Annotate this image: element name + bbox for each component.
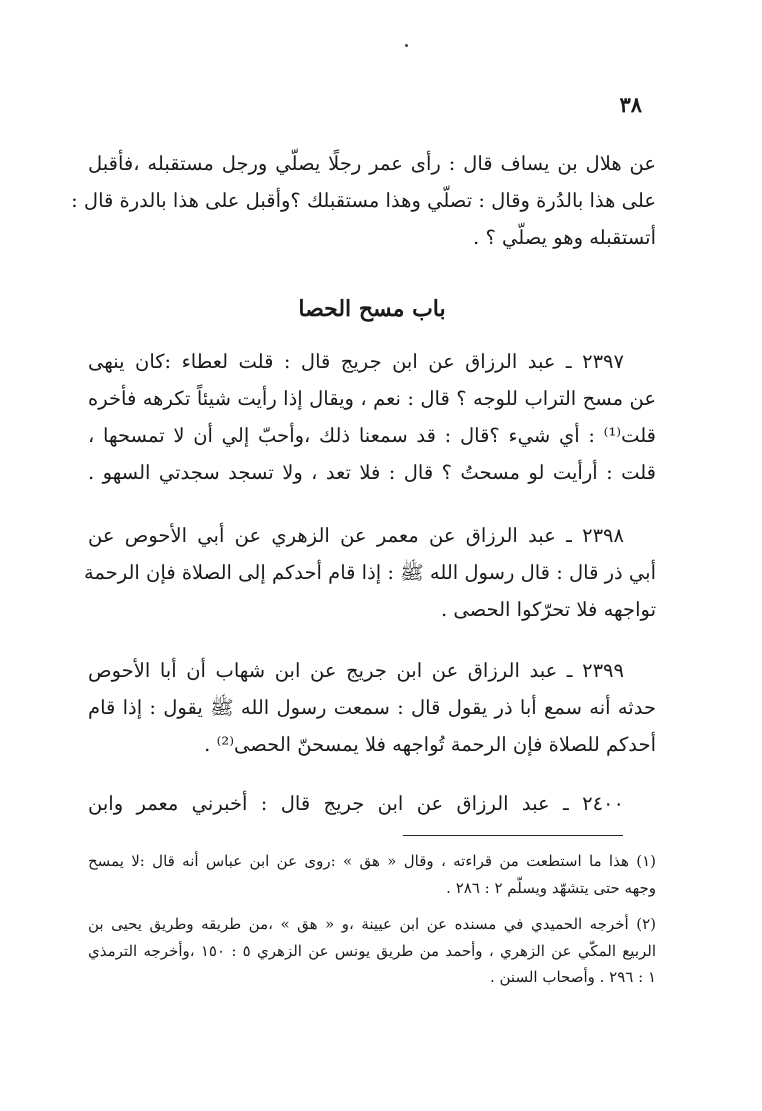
footnote-1 — [88, 848, 656, 901]
text-line: تواجهه فلا تحرّكوا الحصى . — [440, 598, 656, 621]
hadith-2398 — [83, 517, 656, 628]
text-line: أحدكم للصلاة فإن الرحمة تُواجهه فلا يمسحنّ الحصى⁽²⁾ . — [204, 733, 656, 756]
footnote-line: الربيع المكّي عن الزهري ، وأحمد من طريق يونس عن الزهري ٥ : ١٥٠ ،وأخرجه الترمذي — [88, 941, 657, 960]
intro-paragraph — [71, 145, 656, 256]
footnote-divider — [403, 835, 623, 836]
hadith-2397 — [88, 343, 656, 491]
text-line: عن مسح التراب للوجه ؟ قال : نعم ، ويقال إذا رأيت شيئاً تكرهه فأخره — [88, 387, 656, 410]
text-line: ٢٤٠٠ ـ عبد الرزاق عن ابن جريج قال : أخبرني معمر وابن — [88, 792, 624, 815]
text-line: عن هلال بن يساف قال : رأى عمر رجلًا يصلّي ورجل مستقبله ،فأقبل — [88, 152, 656, 175]
footnote-2 — [88, 911, 656, 991]
footnote-line: (١) هذا ما استطعت من قراءته ، وقال « هق » :روى عن ابن عباس أنه قال :لا يمسح — [88, 852, 656, 870]
text-line: حدثه أنه سمع أبا ذر يقول قال : سمعت رسول الله ﷺ يقول : إذا قام — [88, 696, 656, 719]
hadith-2399 — [88, 652, 656, 763]
footnote-line: (٢) أخرجه الحميدي في مسنده عن ابن عيينة ،و « هق » ،من طريقه وطريق يحيى بن — [88, 915, 656, 933]
footnote-line: ١ : ٢٩٦ . وأصحاب السنن . — [489, 968, 656, 986]
hadith-2400 — [88, 785, 656, 822]
chapter-heading: باب مسح الحصا — [298, 296, 446, 322]
text-line: أبي ذر قال : قال رسول الله ﷺ : إذا قام أحدكم إلى الصلاة فإن الرحمة — [83, 561, 656, 584]
text-line: ٢٣٩٩ ـ عبد الرزاق عن ابن جريج عن ابن شهاب أن أبا الأحوص — [88, 659, 624, 682]
print-speck — [405, 44, 408, 47]
text-line: أتستقبله وهو يصلّي ؟ . — [473, 226, 656, 249]
text-line: ٢٣٩٧ ـ عبد الرزاق عن ابن جريج قال : قلت لعطاء :كان ينهى — [88, 350, 624, 373]
footnote-line: وجهه حتى يتشهّد ويسلّم ٢ : ٢٨٦ . — [446, 878, 656, 897]
text-line: ٢٣٩٨ ـ عبد الرزاق عن معمر عن الزهري عن أبي الأحوص عن — [88, 524, 624, 547]
text-line: على هذا بالدُرة وقال : تصلّي وهذا مستقبلك ؟وأقبل على هذا بالدرة قال : — [71, 189, 656, 212]
page-number: ٣٨ — [619, 92, 642, 117]
footnotes — [88, 848, 656, 991]
text-line: قلت⁽¹⁾ : أي شيء ؟قال : قد سمعنا ذلك ،وأحبّ إلي أن لا تمسحها ، — [88, 424, 656, 447]
text-line: قلت : أرأيت لو مسحتُ ؟ قال : فلا تعد ، ولا تسجد سجدتي السهو . — [88, 461, 656, 484]
